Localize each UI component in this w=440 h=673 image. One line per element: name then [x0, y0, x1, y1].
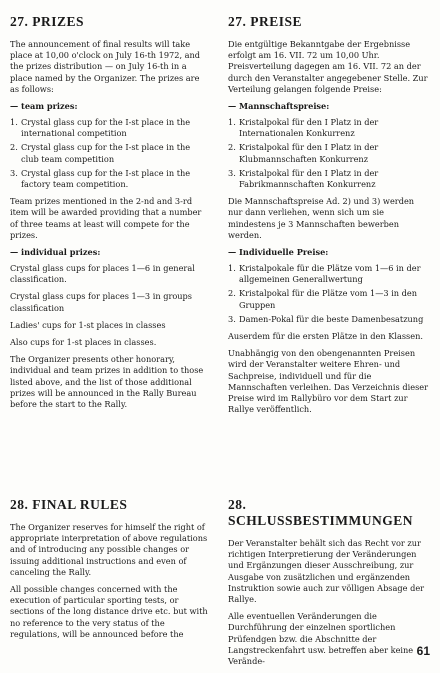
preise-german-column	[228, 14, 430, 421]
mannschaftspreise-list	[228, 117, 430, 190]
list-text: Crystal glass cup for the I-st place in the club team competition	[21, 142, 191, 164]
list-text: Crystal glass cup for the I-st place in the international competition	[21, 117, 191, 139]
individual-prizes-heading: — individual prizes:	[10, 247, 101, 258]
schlussbestimmungen-paragraph: Der Veranstalter behält sich das Recht vor zur richtigen Interpretierung der Veränderungen und Ergänzungen dieser Ausschreibung, zur Ausgabe von zusätzlichen und ergänzenden Instruktion sowie auch zur völligen Absage der Rallye.	[228, 538, 425, 605]
list-item	[228, 168, 430, 190]
list-text: Kristalpokal für den I Platz in der Fabrikmannschaften Konkurrenz	[239, 167, 379, 190]
prizes-closing: The Organizer presents other honorary, individual and team prizes in addition to those listed above, and the list of those additional prizes will be announced in the Rally Bureau before the start to the Rally.	[10, 354, 204, 410]
section-title-preise: 27. PREISE	[228, 14, 303, 29]
list-text: Damen-Pokal für die beste Damenbesatzung	[239, 313, 424, 324]
preise-intro: Die entgültige Bekanntgabe der Ergebnisse erfolgt am 16. VII. 72 um 10,00 Uhr. Preisverteilung dagegen am 16. VII. 72 an der durch den Veranstalter angegebener Stelle. Zur Verteilung gelangen folgende Preise:	[228, 39, 428, 94]
individuelle-preise-list	[228, 263, 430, 325]
prizes-english-column	[10, 14, 208, 416]
list-number: 3.	[10, 167, 18, 178]
individuelle-preise-heading: — Individuelle Preise:	[228, 247, 329, 258]
list-item	[228, 314, 430, 325]
list-item	[228, 288, 430, 310]
list-number: 1.	[228, 117, 236, 128]
individual-prizes-paragraph: Ladies' cups for 1-st places in classes	[10, 319, 166, 330]
individual-prizes-paragraph: Also cups for 1-st places in classes.	[10, 337, 157, 348]
mannschaftspreise-heading: — Mannschaftspreise:	[228, 101, 330, 112]
individual-prizes-paragraph: Crystal glass cups for places 1—6 in general classification.	[10, 263, 195, 285]
list-number: 1.	[10, 117, 18, 128]
team-prizes-list	[10, 117, 208, 190]
team-prizes-note: Team prizes mentioned in the 2-nd and 3-rd item will be awarded providing that a number of three teams at least will compete for the prizes.	[10, 196, 202, 240]
list-number: 1.	[228, 263, 236, 274]
list-text: Kristalpokal für den I Platz in der Klubmannschaften Konkurrenz	[239, 142, 379, 164]
list-item	[10, 117, 208, 139]
team-prizes-heading: — team prizes:	[10, 101, 78, 112]
list-text: Kristalpokale für die Plätze vom 1—6 in der allgemeinen Generallwertung	[239, 263, 421, 285]
schlussbestimmungen-german-section	[228, 497, 430, 673]
preise-closing: Unabhängig von den obengenannten Preisen wird der Veranstalter weitere Ehren- und Sachpreise, individuell und für die Mannschaften verleihen. Das Verzeichnis dieser Preise wird im Rallybüro vor dem Start zur Rallye veröffentlich.	[228, 348, 429, 415]
mannschaftspreise-note: Die Mannschaftspreise Ad. 2) und 3) werden nur dann verliehen, wenn sich um sie mindestens je 3 Mannschaften bewerben werden.	[228, 196, 415, 240]
list-item	[228, 117, 430, 139]
list-item	[228, 142, 430, 164]
list-item	[10, 168, 208, 190]
list-text: Kristalpokal für die Plätze vom 1—3 in den Gruppen	[239, 288, 418, 310]
individual-prizes-paragraph: Crystal glass cups for places 1—3 in groups classification	[10, 291, 193, 313]
list-number: 3.	[228, 167, 236, 178]
list-number: 3.	[228, 313, 236, 324]
final-rules-paragraph: All possible changes concerned with the execution of particular sporting tests, or sections of the long distance drive etc. but with no reference to the very status of the regulations, will be announced before the	[10, 584, 208, 639]
final-rules-english-section	[10, 497, 208, 646]
prizes-intro: The announcement of final results will take place at 10,00 o'clock on July 16-th 1972, and the prizes distribution — on July 16-th in a place named by the Organizer. The prizes are as follows:	[10, 39, 201, 94]
schlussbestimmungen-paragraph: Alle eventuellen Veränderungen die Durchführung der einzelnen sportlichen Prüfendgen bzw. die Abschnitte der Langstreckenfahrt usw. betreffen aber keine Verände-	[228, 611, 414, 667]
section-title-final-rules: 28. FINAL RULES	[10, 497, 128, 512]
list-number: 2.	[10, 142, 18, 153]
list-number: 2.	[228, 142, 236, 153]
final-rules-paragraph: The Organizer reserves for himself the right of appropriate interpretation of above regulations and of introducing any possible changes or issuing additional instructions and even of canceling the Rally.	[10, 522, 208, 577]
section-title-prizes: 27. PRIZES	[10, 14, 85, 29]
list-text: Crystal glass cup for the I-st place in the factory team competition.	[21, 167, 191, 190]
list-text: Kristalpokal für den I Platz in der Internationalen Konkurrenz	[239, 117, 379, 139]
section-title-schlussbestimmungen: 28. SCHLUSSBESTIMMUNGEN	[228, 497, 414, 528]
list-number: 2.	[228, 288, 236, 299]
list-item	[228, 263, 430, 285]
preise-extra: Auserdem für die ersten Plätze in den Klassen.	[228, 331, 423, 342]
page-number: 61	[416, 644, 430, 658]
list-item	[10, 142, 208, 164]
